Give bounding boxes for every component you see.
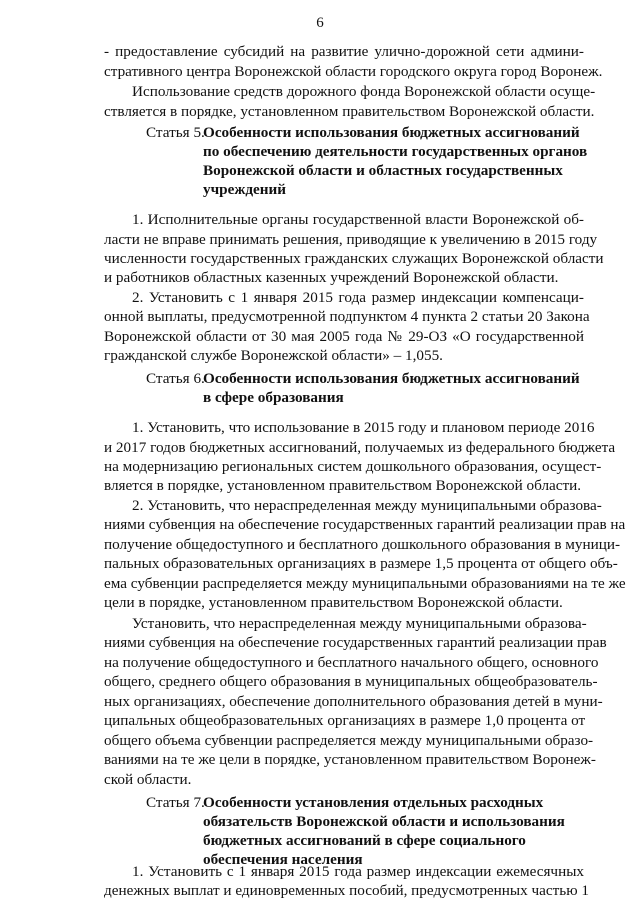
text-line: общего, среднего общего образования в муниципальных общеобразователь-	[104, 673, 598, 690]
text-line: ниями субвенция на обеспечение государственных гарантий реализации прав на	[104, 516, 626, 533]
text-line: Воронежской области от 30 мая 2005 года № 29-ОЗ «О государственной	[104, 328, 584, 345]
text-line: численности государственных гражданских служащих Воронежской области	[104, 250, 604, 267]
text-line: 2. Установить, что нераспределенная между муниципальными образова-	[132, 497, 602, 514]
text-line: 2. Установить с 1 января 2015 года размер индексации компенсаци-	[132, 289, 584, 306]
text-line: вляется в порядке, установленном правительством Воронежской области.	[104, 477, 582, 494]
article-7-title: бюджетных ассигнований в сфере социального	[203, 832, 526, 849]
text-line: Установить, что нераспределенная между муниципальными образова-	[132, 615, 587, 632]
page-number: 6	[316, 15, 324, 31]
text-line: получение общедоступного и бесплатного дошкольного образования в муници-	[104, 536, 621, 553]
text-line: 1. Установить, что использование в 2015 году и плановом периоде 2016	[132, 419, 595, 436]
article-5-title: учреждений	[203, 181, 287, 198]
text-line: гражданской службе Воронежской области» – 1,055.	[104, 347, 443, 364]
text-line: пальных образовательных организациях в размере 1,5 процента от общего объ-	[104, 555, 618, 572]
article-5-title: по обеспечению деятельности государственных органов	[203, 143, 588, 160]
article-6-title: в сфере образования	[203, 389, 344, 406]
text-line: на модернизацию региональных систем дошкольного образования, осущест-	[104, 458, 602, 475]
text-line: и работников областных казенных учреждений Воронежской области.	[104, 269, 559, 286]
text-line: стративного центра Воронежской области городского округа город Воронеж.	[104, 63, 603, 80]
text-line: общего объема субвенции распределяется между муниципальными образо-	[104, 732, 594, 749]
article-7-label: Статья 7.	[146, 794, 205, 811]
text-line: - предоставление субсидий на развитие улично-дорожной сети админи-	[104, 43, 584, 60]
text-line: ваниями на те же цели в порядке, установленном правительством Воронеж-	[104, 751, 596, 768]
article-7-title: обеспечения населения	[203, 851, 363, 868]
text-line: ципальных общеобразовательных организациях в размере 1,0 процента от	[104, 712, 586, 729]
text-line: онной выплаты, предусмотренной подпунктом 4 пункта 2 статьи 20 Закона	[104, 308, 590, 325]
article-5-label: Статья 5.	[146, 124, 205, 141]
article-7-title: Особенности установления отдельных расходных	[203, 794, 544, 811]
article-6-label: Статья 6.	[146, 370, 205, 387]
text-line: Использование средств дорожного фонда Воронежской области осуще-	[132, 83, 596, 100]
text-line: цели в порядке, установленном правительством Воронежской области.	[104, 594, 563, 611]
article-5-title: Воронежской области и областных государственных	[203, 162, 563, 179]
text-line: ствляется в порядке, установленном правительством Воронежской области.	[104, 103, 595, 120]
text-line: ема субвенции распределяется между муниципальными образованиями на те же	[104, 575, 626, 592]
article-5-title: Особенности использования бюджетных ассигнований	[203, 124, 580, 141]
text-line: 1. Исполнительные органы государственной власти Воронежской об-	[132, 211, 584, 228]
article-7-title: обязательств Воронежской области и использования	[203, 813, 565, 830]
text-line: ниями субвенция на обеспечение государственных гарантий реализации прав	[104, 634, 607, 651]
article-6-title: Особенности использования бюджетных ассигнований	[203, 370, 580, 387]
text-line: ных организациях, обеспечение дополнительного образования детей в муни-	[104, 693, 603, 710]
text-line: ласти не вправе принимать решения, приводящие к увеличению в 2015 году	[104, 231, 598, 248]
text-line: денежных выплат и единовременных пособий, предусмотренных частью 1	[104, 882, 589, 899]
text-line: и 2017 годов бюджетных ассигнований, получаемых из федерального бюджета	[104, 439, 616, 456]
text-line: ской области.	[104, 771, 192, 788]
text-line: на получение общедоступного и бесплатного начального общего, основного	[104, 654, 599, 671]
text-line: 1. Установить с 1 января 2015 года размер индексации ежемесячных	[132, 863, 584, 880]
